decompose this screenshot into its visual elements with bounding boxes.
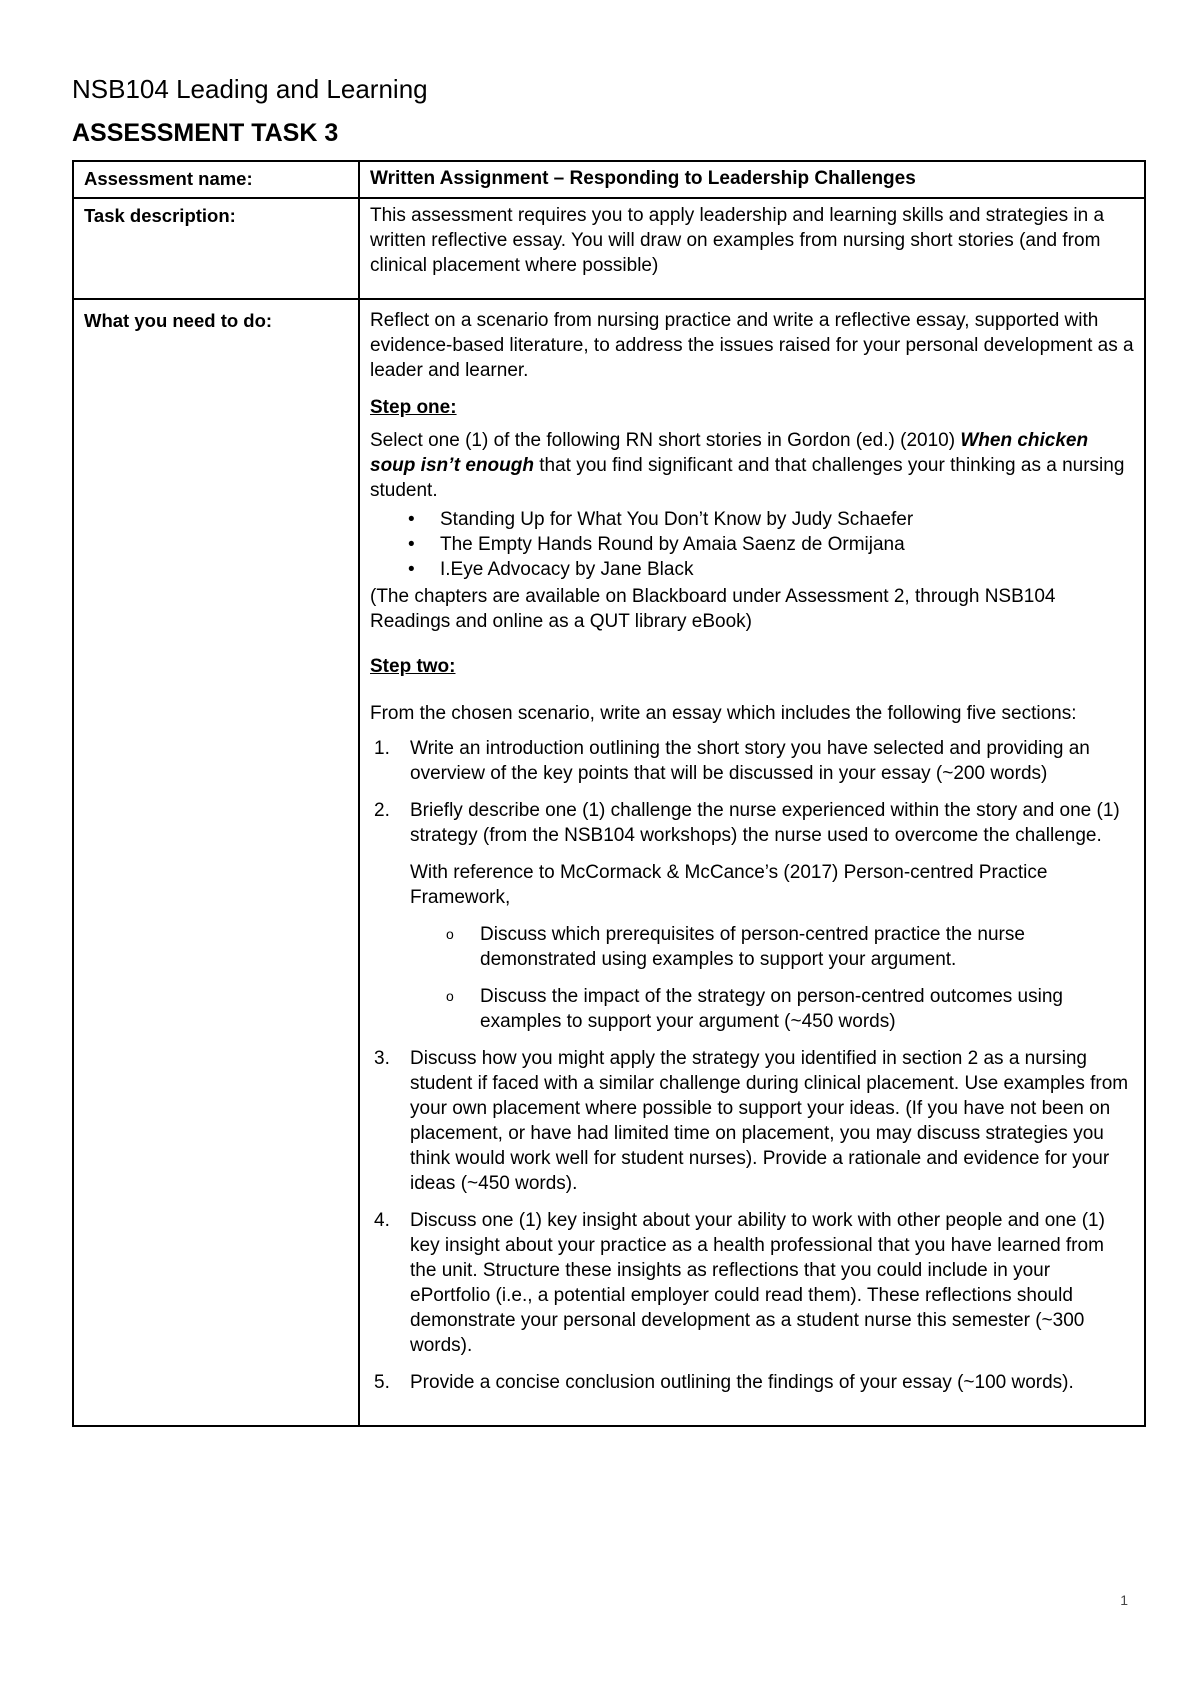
assessment-task-title: ASSESSMENT TASK 3 [72, 119, 339, 147]
story-list [370, 507, 1134, 582]
list-item [374, 798, 1134, 1034]
task-description-value: This assessment requires you to apply leadership and learning skills and strategies in a written reflective essay. You will draw on examples from nursing short stories (and from clinical placement where possible) [370, 205, 1105, 276]
list-item: • Standing Up for What You Don’t Know by Judy Schaefer [440, 507, 1134, 532]
section-text: Briefly describe one (1) challenge the nurse experienced within the story and one (1) strategy (from the NSB104 workshops) the nurse used to overcome the challenge. [410, 800, 1120, 846]
book-title: When chicken soup isn’t enough [370, 430, 1089, 476]
list-item [374, 1046, 1134, 1196]
what-to-do-intro: Reflect on a scenario from nursing practice and write a reflective essay, supported with evidence-based literature, to address the issues raised for your personal development as a leader and learner. [370, 310, 1134, 381]
section-text: Discuss one (1) key insight about your ability to work with other people and one (1) key insight about your practice as a health professional that you have learned from the unit. Structure these insights as reflections that you could include in your ePortfolio (i.e., a potential employer could read them). These reflections should demonstrate your personal development as a student nurse this semester (~300 words). [410, 1210, 1105, 1356]
list-item: • I.Eye Advocacy by Jane Black [440, 557, 1134, 582]
assessment-name-value: Written Assignment – Responding to Leadership Challenges [359, 161, 1145, 198]
task-description-cell [359, 198, 1145, 299]
section2-subpoints [410, 922, 1134, 1034]
unit-title: NSB104 Leading and Learning [72, 74, 428, 104]
section-text: Write an introduction outlining the short story you have selected and providing an overview of the key points that will be discussed in your essay (~200 words) [410, 738, 1090, 784]
section-number: 1. [374, 738, 390, 759]
section-text: Provide a concise conclusion outlining the findings of your essay (~100 words). [410, 1372, 1074, 1393]
essay-sections-list [370, 736, 1134, 1395]
section-number: 2. [374, 800, 390, 821]
list-item: o Discuss the impact of the strategy on person-centred outcomes using examples to support your argument (~450 words) [480, 984, 1134, 1034]
section2-reference: With reference to McCormack & McCance’s (2017) Person-centred Practice Framework, [410, 862, 1048, 908]
step-two-intro: From the chosen scenario, write an essay which includes the following five sections: [370, 703, 1077, 724]
table-row-what-to-do [73, 299, 1145, 1426]
list-item: • The Empty Hands Round by Amaia Saenz de Ormijana [440, 532, 1134, 557]
assessment-name-label: Assessment name: [73, 161, 359, 198]
what-to-do-label: What you need to do: [73, 299, 359, 1426]
page-number: 1 [1120, 1592, 1128, 1608]
section-number: 3. [374, 1048, 390, 1069]
section-text: Discuss how you might apply the strategy you identified in section 2 as a nursing student if faced with a similar challenge during clinical placement. Use examples from your own placement where possible to support your ideas. (If you have not been on placement, or have had limited time on placement, you may discuss strategies you think would work well for student nurses). Provide a rationale and evidence for your ideas (~450 words). [410, 1048, 1129, 1194]
assessment-table [72, 160, 1146, 1427]
step-one-heading: Step one: [370, 397, 457, 418]
list-item [374, 736, 1134, 786]
list-item [374, 1370, 1134, 1395]
step-one-intro-before: Select one (1) of the following RN short stories in Gordon (ed.) (2010) [370, 430, 961, 451]
step-one-intro [370, 428, 1134, 503]
what-to-do-cell [359, 299, 1145, 1426]
list-item [374, 1208, 1134, 1358]
task-description-label: Task description: [73, 198, 359, 299]
list-item: o Discuss which prerequisites of person-centred practice the nurse demonstrated using examples to support your argument. [480, 922, 1134, 972]
section-number: 4. [374, 1210, 390, 1231]
step-one-intro-after: that you find significant and that challenges your thinking as a nursing student. [370, 455, 1125, 501]
table-row-assessment-name [73, 161, 1145, 198]
step-one-note: (The chapters are available on Blackboard under Assessment 2, through NSB104 Readings and online as a QUT library eBook) [370, 586, 1056, 632]
table-row-task-description [73, 198, 1145, 299]
step-two-heading: Step two: [370, 656, 456, 677]
page-header [72, 72, 428, 150]
section-number: 5. [374, 1372, 390, 1393]
